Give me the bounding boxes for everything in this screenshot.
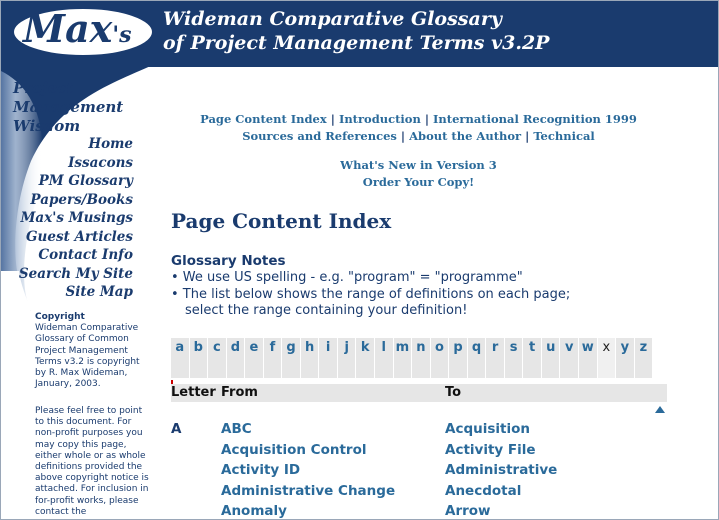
letter-link-k[interactable]: k (356, 338, 375, 378)
letter-link-j[interactable]: j (338, 338, 357, 378)
letter-link-s[interactable]: s (505, 338, 524, 378)
link-page-content-index[interactable]: Page Content Index (200, 112, 327, 126)
letter-link-g[interactable]: g (282, 338, 301, 378)
site-title (163, 7, 549, 55)
link-whats-new[interactable]: What's New in Version 3 (340, 158, 497, 172)
header-to: To (445, 385, 462, 400)
header-from: From (221, 385, 258, 400)
letter-link-n[interactable]: n (412, 338, 431, 378)
letter-link-a[interactable]: a (171, 338, 190, 378)
letter-link-v[interactable]: v (560, 338, 579, 378)
link-sources-references[interactable]: Sources and References (242, 129, 397, 143)
range-to[interactable]: Administrative (445, 462, 558, 478)
table-row (171, 460, 667, 481)
nav-site-map[interactable]: Site Map (65, 284, 133, 300)
table-header (171, 384, 667, 402)
letter-link-p[interactable]: p (449, 338, 468, 378)
tagline-line: Management (13, 98, 124, 116)
tagline-line: Wisdom (13, 117, 81, 135)
range-from[interactable]: Activity ID (221, 462, 301, 478)
range-table (171, 419, 667, 520)
copyright-heading: Copyright (35, 312, 85, 322)
header-letter: Letter (171, 385, 216, 400)
letter-link-l[interactable]: l (375, 338, 394, 378)
letter-link-d[interactable]: d (227, 338, 246, 378)
page-title: Page Content Index (171, 209, 392, 233)
table-row (171, 440, 667, 461)
link-technical[interactable]: Technical (533, 129, 595, 143)
letter-link-q[interactable]: q (468, 338, 487, 378)
whats-new-row (161, 157, 676, 174)
glossary-notes (171, 270, 570, 320)
nav-maxs-musings[interactable]: Max's Musings (20, 210, 133, 226)
nav-papers-books[interactable]: Papers/Books (30, 191, 133, 208)
range-letter: A (171, 421, 182, 437)
range-to[interactable]: Acquisition (445, 421, 530, 437)
link-international-recognition[interactable]: International Recognition 1999 (433, 112, 637, 126)
link-order-copy[interactable]: Order Your Copy! (362, 175, 475, 189)
range-from[interactable]: Anomaly (221, 503, 287, 519)
range-to[interactable]: Anecdotal (445, 482, 522, 499)
notes-heading: Glossary Notes (171, 253, 286, 269)
link-about-author[interactable]: About the Author (409, 129, 522, 143)
top-links-row2: Sources and References | About the Author | Technical (242, 129, 595, 143)
nav-issacons[interactable]: Issacons (68, 154, 133, 171)
nav-home[interactable]: Home (88, 136, 133, 152)
letter-link-h[interactable]: h (301, 338, 320, 378)
note-line: select the range containing your definition! (185, 303, 468, 318)
letter-link-t[interactable]: t (523, 338, 542, 378)
range-to[interactable]: Arrow (445, 503, 491, 519)
link-introduction[interactable]: Introduction (338, 112, 421, 126)
letter-link-f[interactable]: f (264, 338, 283, 378)
tagline-line: Project (13, 79, 74, 97)
nav-pm-glossary[interactable]: PM Glossary (38, 173, 133, 189)
range-from[interactable]: Acquisition Control (221, 441, 367, 458)
copyright-block (35, 312, 153, 390)
letter-link-c[interactable]: c (208, 338, 227, 378)
nav-search-my-site[interactable]: Search My Site (18, 265, 133, 282)
nav-contact-info[interactable]: Contact Info (38, 247, 133, 263)
letter-link-w[interactable]: w (579, 338, 598, 378)
logo-text: Max's (23, 6, 132, 51)
site-title-line1: Wideman Comparative Glossary (163, 8, 502, 30)
table-row (171, 501, 667, 520)
letter-link-m[interactable]: m (394, 338, 413, 378)
note-line: • The list below shows the range of definitions on each page; (171, 286, 571, 302)
letter-link-x[interactable]: x (598, 338, 617, 378)
letter-link-o[interactable]: o (431, 338, 450, 378)
permission-notice: Please feel free to point to this document. For non-profit purposes you may copy this page, either whole or as whole definitions provided the above copyright notice is attached. For inclusion in for-profit works, please contact the (35, 406, 149, 517)
note-line: • We use US spelling - e.g. "program" = "programme" (171, 270, 523, 285)
letter-link-y[interactable]: y (616, 338, 635, 378)
table-row (171, 481, 667, 502)
copyright-text: Wideman Comparative Glossary of Common Project Management Terms v3.2 is copyright by R. Max Wideman, January, 2003. (35, 323, 140, 390)
site-title-line2: of Project Management Terms v3.2P (163, 32, 550, 54)
letter-link-z[interactable]: z (635, 338, 654, 378)
alphabet-index (171, 338, 653, 378)
letter-link-r[interactable]: r (486, 338, 505, 378)
back-to-top-icon[interactable] (655, 406, 665, 413)
range-to[interactable]: Activity File (445, 441, 536, 458)
letter-link-e[interactable]: e (245, 338, 264, 378)
range-from[interactable]: Administrative Change (221, 482, 396, 499)
letter-link-b[interactable]: b (190, 338, 209, 378)
tagline (13, 79, 123, 136)
table-row (171, 419, 667, 440)
range-from[interactable]: ABC (221, 421, 252, 437)
letter-link-u[interactable]: u (542, 338, 561, 378)
nav-guest-articles[interactable]: Guest Articles (26, 228, 133, 245)
sidebar (1, 1, 161, 519)
letter-link-i[interactable]: i (319, 338, 338, 378)
order-row (161, 174, 676, 191)
sidebar-nav (19, 135, 133, 302)
top-links-row1: Page Content Index | Introduction | International Recognition 1999 (200, 112, 637, 126)
